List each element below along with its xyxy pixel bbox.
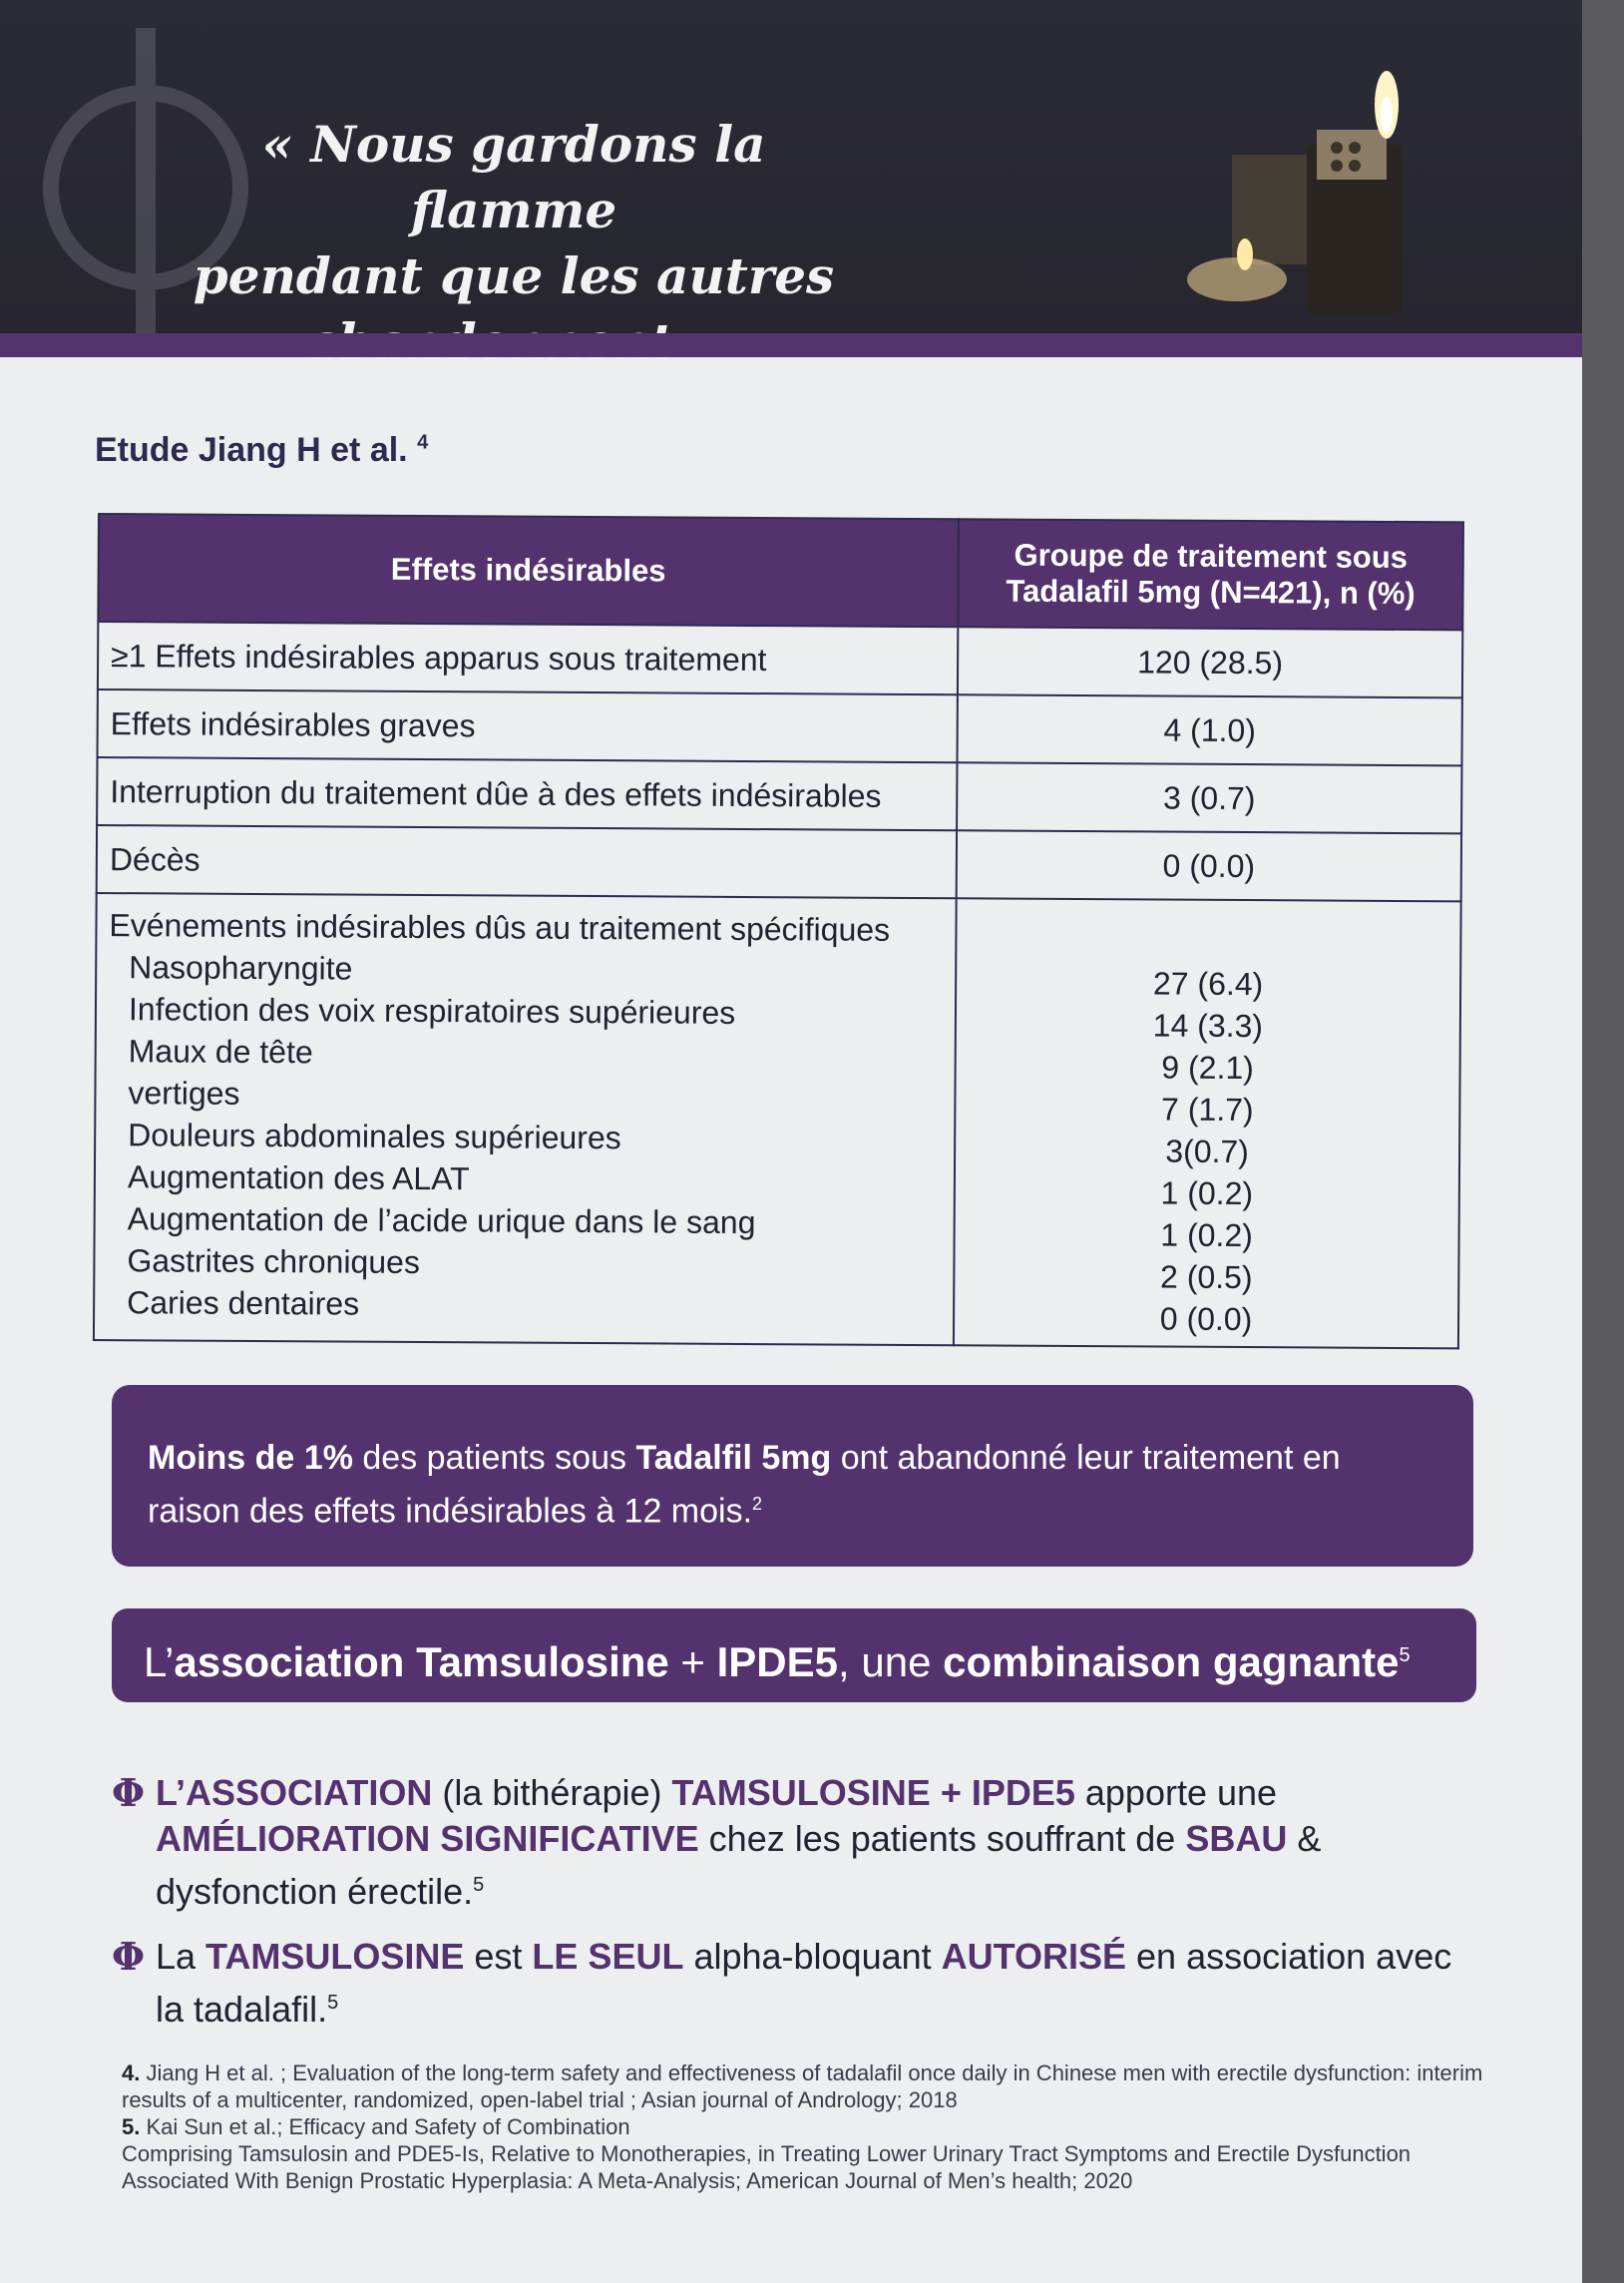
lighter-candle-image [1177, 50, 1476, 319]
row-value: 0 (0.0) [957, 830, 1461, 901]
specific-label: Caries dentaires [127, 1284, 360, 1322]
references [122, 2059, 1498, 2194]
table-row-specific [94, 893, 1461, 1348]
callout-box: Moins de 1% des patients sous Tadalfil 5mg ont abandonné leur traitement en raison des effets indésirables à 12 mois.$^2$ [112, 1385, 1473, 1567]
specific-label: Maux de tête [128, 1033, 313, 1071]
specific-value: 0 (0.0) [1159, 1300, 1253, 1338]
specific-labels-cell [94, 893, 957, 1345]
study-ref: 4 [417, 431, 429, 454]
table-header-row [98, 514, 1463, 630]
specific-label: Gastrites chroniques [127, 1242, 420, 1280]
association-banner: L’association Tamsulosine + IPDE5, une combinaison gagnante$^5$ [112, 1608, 1476, 1702]
specific-label: Infection des voix respiratoires supérieures [128, 991, 736, 1031]
row-label: Effets indésirables graves [98, 689, 958, 762]
bullet-tamsulosine: Φ La TAMSULOSINE est LE SEUL alpha-bloquant AUTORISÉ en association avec la tadalafil.$^5$ [112, 1934, 1452, 2030]
row-value: 4 (1.0) [957, 694, 1461, 765]
specific-value: 9 (2.1) [1161, 1049, 1254, 1087]
quote-line-1: « Nous gardons la flamme [261, 115, 766, 239]
row-value: 120 (28.5) [958, 627, 1462, 697]
specific-value: 2 (0.5) [1159, 1258, 1253, 1296]
bullet-association: Φ L’ASSOCIATION (la bithérapie) TAMSULOSINE + IPDE5 apporte une AMÉLIORATION SIGNIFICATIVE chez les patients souffrant de SBAU & dysfonction érectile.$^5$ [112, 1770, 1322, 1912]
specific-value: 14 (3.3) [1152, 1007, 1264, 1045]
callout-ref: 2 [752, 1494, 763, 1514]
table-row [98, 622, 1462, 697]
reference-5-cont: Comprising Tamsulosin and PDE5-Is, Relative to Monotherapies, in Treating Lower Urinary Tract Symptoms and Erectile Dysfunction Associated With Benign Prostatic Hyperplasia: A Meta-Analysis; American Journal of Men’s health; 2020 [122, 2141, 1412, 2193]
adverse-effects-table [93, 513, 1464, 1349]
specific-label: Augmentation de l’acide urique dans le sang [127, 1200, 756, 1241]
col-header-group: Groupe de traitement sous Tadalafil 5mg (N=421), n (%) [958, 519, 1463, 630]
specific-label: Douleurs abdominales supérieures [128, 1117, 621, 1156]
specific-value: 1 (0.2) [1160, 1216, 1253, 1254]
header-purple-band [0, 333, 1582, 357]
specific-value: 1 (0.2) [1160, 1174, 1254, 1212]
table-row [97, 825, 1461, 901]
row-label: ≥1 Effets indésirables apparus sous traitement [98, 622, 958, 694]
specific-label: Augmentation des ALAT [127, 1158, 470, 1197]
reference-5: 5. Kai Sun et al.; Efficacy and Safety of Combination [122, 2114, 630, 2139]
row-value: 3 (0.7) [957, 762, 1461, 833]
phi-bullet-icon: Φ [112, 1934, 146, 1979]
specific-values-cell [954, 898, 1461, 1348]
header-banner [0, 0, 1582, 349]
col-header-effects: Effets indésirables [98, 514, 959, 627]
table-row [98, 689, 1462, 765]
specific-header: Evénements indésirables dûs au traitement spécifiques [109, 907, 891, 948]
row-label: Décès [97, 825, 957, 898]
row-label: Interruption du traitement dûe à des effets indésirables [97, 757, 957, 830]
quote-line-2: pendant que les autres [193, 246, 835, 305]
banner-ref: 5 [1399, 1644, 1411, 1666]
specific-label: Nasopharyngite [129, 949, 353, 987]
study-title: Etude Jiang H et al. $^4$ [95, 431, 429, 469]
specific-value: 27 (6.4) [1152, 965, 1264, 1003]
table-row [97, 757, 1461, 833]
specific-label: vertiges [128, 1075, 240, 1112]
phi-bullet-icon: Φ [112, 1770, 146, 1815]
specific-value: 7 (1.7) [1161, 1091, 1254, 1129]
reference-4: 4. Jiang H et al. ; Evaluation of the long-term safety and effectiveness of tadalafil once daily in Chinese men with erectile dysfunction: interim results of a multicenter, randomized, open-label trial ; Asian journal of Andrology; 2018 [122, 2060, 1483, 2112]
specific-value: 3(0.7) [1165, 1133, 1250, 1170]
